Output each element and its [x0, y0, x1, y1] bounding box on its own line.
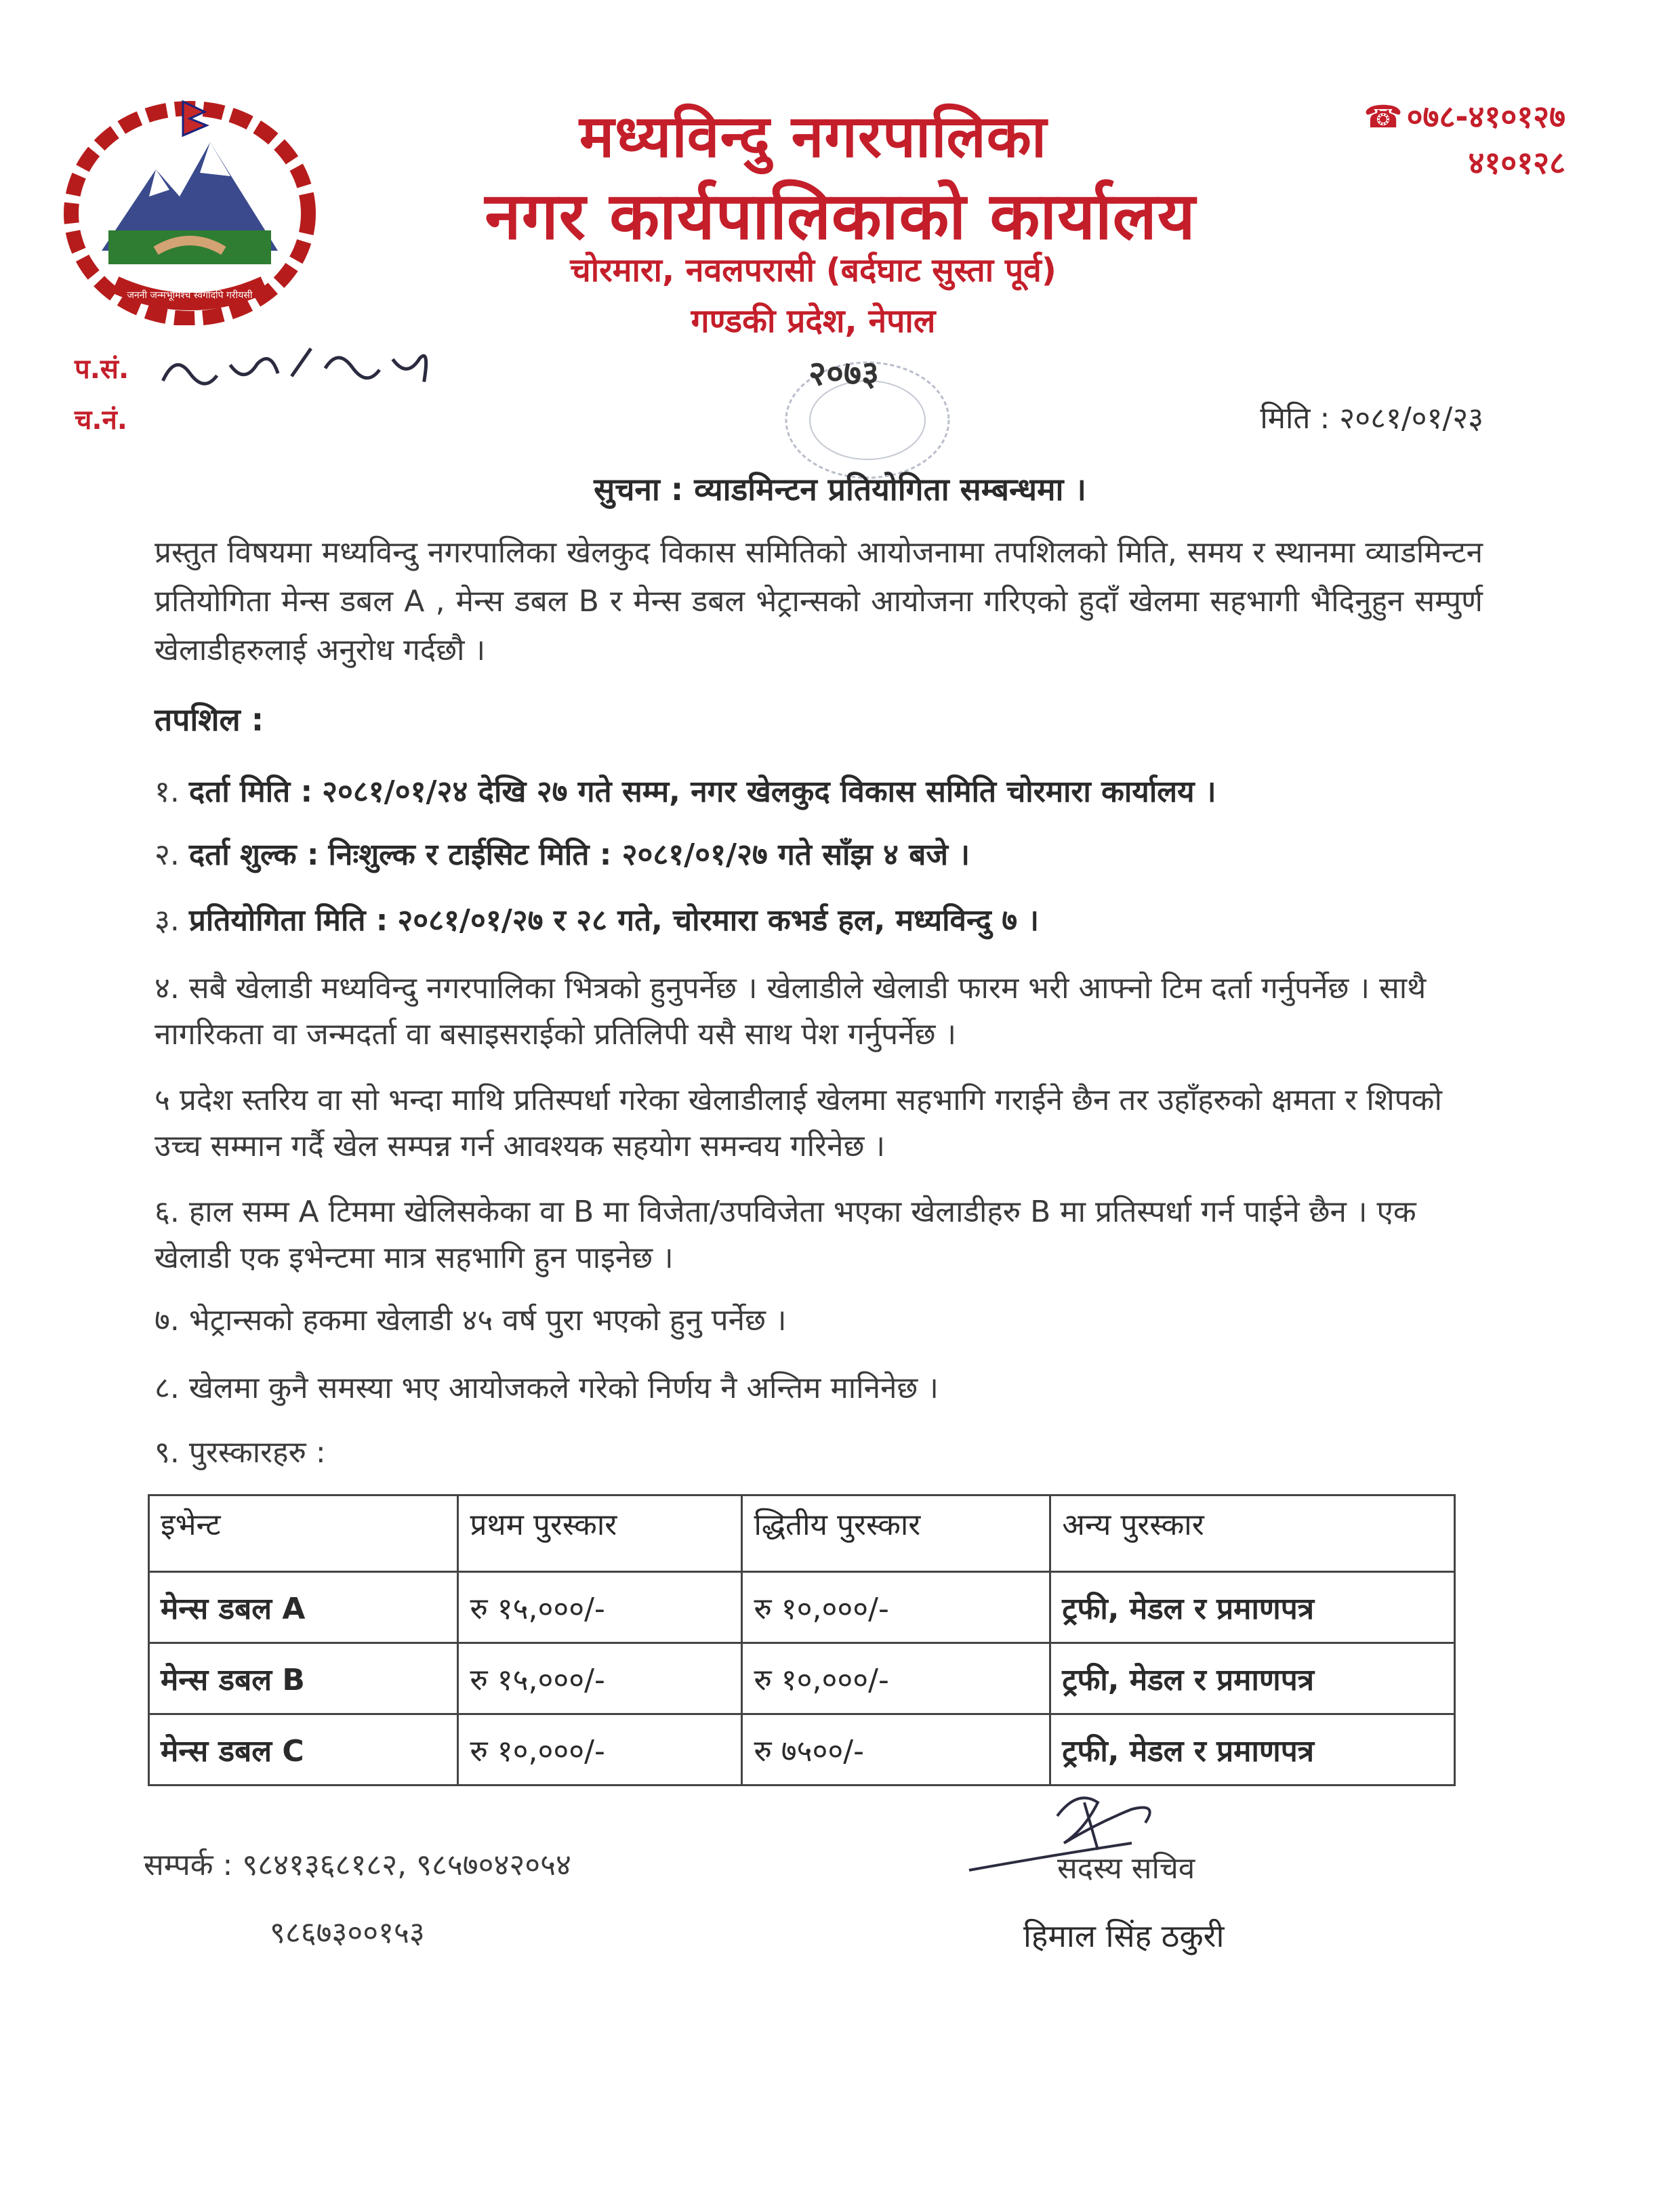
contact-number-extra: ९८६७३००१५३	[270, 1916, 425, 1950]
event-cell: मेन्स डबल B	[149, 1643, 458, 1714]
dispatch-number-label: च.नं.	[75, 405, 127, 436]
other-prize-cell: ट्रफी, मेडल र प्रमाणपत्र	[1050, 1643, 1455, 1714]
contact-numbers: सम्पर्क : ९८४१३६८१८२, ९८५७०४२०५४	[144, 1848, 571, 1882]
table-row	[149, 1643, 1455, 1714]
first-prize-cell: रु १५,०००/-	[458, 1643, 742, 1714]
other-prize-cell: ट्रफी, मेडल र प्रमाणपत्र	[1050, 1714, 1455, 1786]
list-item: ६. हाल सम्म A टिममा खेलिसकेका वा B मा विजेता/उपविजेता भएका खेलाडीहरु B मा प्रतिस्पर्धा गर्न पाईने छैन । एक खेलाडी एक इभेन्टमा मात्र सहभागि हुन पाइनेछ ।	[155, 1195, 1416, 1275]
details-heading: तपशिल :	[155, 701, 264, 738]
first-prize-cell: रु १५,०००/-	[458, 1572, 742, 1643]
other-prize-cell: ट्रफी, मेडल र प्रमाणपत्र	[1050, 1572, 1455, 1643]
handwritten-letter-number	[155, 331, 441, 413]
prize-table	[148, 1494, 1456, 1786]
column-header-first-prize: प्रथम पुरस्कार	[458, 1495, 742, 1572]
phone-number-2: ४१०१२८	[1468, 144, 1565, 181]
list-item: ३. प्रतियोगिता मिति : २०८१/०१/२७ र २८ गते, चोरमारा कभर्ड हल, मध्यविन्दु ७ ।	[155, 903, 1040, 938]
list-item: २. दर्ता शुल्क : निःशुल्क र टाईसिट मिति : २०८१/०१/२७ गते साँझ ४ बजे ।	[155, 838, 970, 872]
column-header-second-prize: द्धितीय पुरस्कार	[742, 1495, 1050, 1572]
office-name: नगर कार्यपालिकाको कार्यालय	[485, 178, 1196, 254]
office-stamp	[752, 318, 969, 488]
first-prize-cell: रु १०,०००/-	[458, 1714, 742, 1786]
event-cell: मेन्स डबल A	[149, 1572, 458, 1643]
table-row	[149, 1572, 1455, 1643]
list-item: ७. भेट्रान्सको हकमा खेलाडी ४५ वर्ष पुरा भएको हुनु पर्नेछ ।	[155, 1303, 787, 1338]
telephone-icon: ☎	[1364, 98, 1403, 135]
municipality-name: मध्यविन्दु नगरपालिका	[579, 103, 1048, 171]
list-item: ५ प्रदेश स्तरिय वा सो भन्दा माथि प्रतिस्पर्धा गरेका खेलाडीलाई खेलमा सहभागि गराईने छैन तर उहाँहरुको क्षमता र शिपको उच्च सम्मान गर्दै खेल सम्पन्न गर्न आवश्यक सहयोग समन्वय गरिनेछ ।	[155, 1083, 1442, 1163]
phone-number-1: ☎ ०७८-४१०१२७	[1364, 98, 1565, 135]
letter-number-label: प.सं.	[75, 354, 129, 385]
column-header-other-prize: अन्य पुरस्कार	[1050, 1495, 1455, 1572]
office-address: चोरमारा, नवलपरासी (बर्दघाट सुस्ता पूर्व)	[570, 251, 1057, 289]
list-item: ८. खेलमा कुनै समस्या भए आयोजकले गरेको निर्णय नै अन्तिम मानिनेछ ।	[155, 1371, 939, 1405]
signatory-title: सदस्य सचिव	[1057, 1851, 1195, 1886]
column-header-event: इभेन्ट	[149, 1495, 458, 1572]
notice-subject: सुचना : व्याडमिन्टन प्रतियोगिता सम्बन्धमा ।	[594, 471, 1086, 508]
table-header-row	[149, 1495, 1455, 1572]
stamp-year: २०७३	[808, 354, 879, 393]
letter-date: मिति : २०८१/०१/२३	[1260, 401, 1483, 436]
table-row	[149, 1714, 1455, 1786]
emblem-motto: जननी जन्मभूमिश्च स्वर्गादपि गरीयसी	[127, 290, 253, 301]
list-item: १. दर्ता मिति : २०८१/०१/२४ देखि २७ गते सम्म, नगर खेलकुद विकास समिति चोरमारा कार्यालय ।	[155, 775, 1216, 809]
second-prize-cell: रु ७५००/-	[742, 1714, 1050, 1786]
notice-intro: प्रस्तुत विषयमा मध्यविन्दु नगरपालिका खेलकुद विकास समितिको आयोजनामा तपशिलको मिति, समय र स्थानमा व्याडमिन्टन प्रतियोगिता मेन्स डबल A , मेन्स डबल B र मेन्स डबल भेट्रान्सको आयोजना गरिएको हुदाँ खेलमा सहभागी भैदिनुहुन सम्पुर्ण खेलाडीहरुलाई अनुरोध गर्दछौ ।	[155, 535, 1483, 667]
list-item: ९. पुरस्कारहरु :	[155, 1435, 326, 1470]
office-province: गण्डकी प्रदेश, नेपाल	[691, 302, 936, 340]
second-prize-cell: रु १०,०००/-	[742, 1643, 1050, 1714]
signatory-name: हिमाल सिंह ठकुरी	[1023, 1918, 1225, 1954]
event-cell: मेन्स डबल C	[149, 1714, 458, 1786]
list-item: ४. सबै खेलाडी मध्यविन्दु नगरपालिका भित्रको हुनुपर्नेछ । खेलाडीले खेलाडी फारम भरी आफ्नो टिम दर्ता गर्नुपर्नेछ । साथै नागरिकता वा जन्मदर्ता वा बसाइसराईको प्रतिलिपी यसै साथ पेश गर्नुपर्नेछ ।	[155, 971, 1427, 1052]
nepal-government-emblem	[54, 95, 325, 325]
second-prize-cell: रु १०,०००/-	[742, 1572, 1050, 1643]
